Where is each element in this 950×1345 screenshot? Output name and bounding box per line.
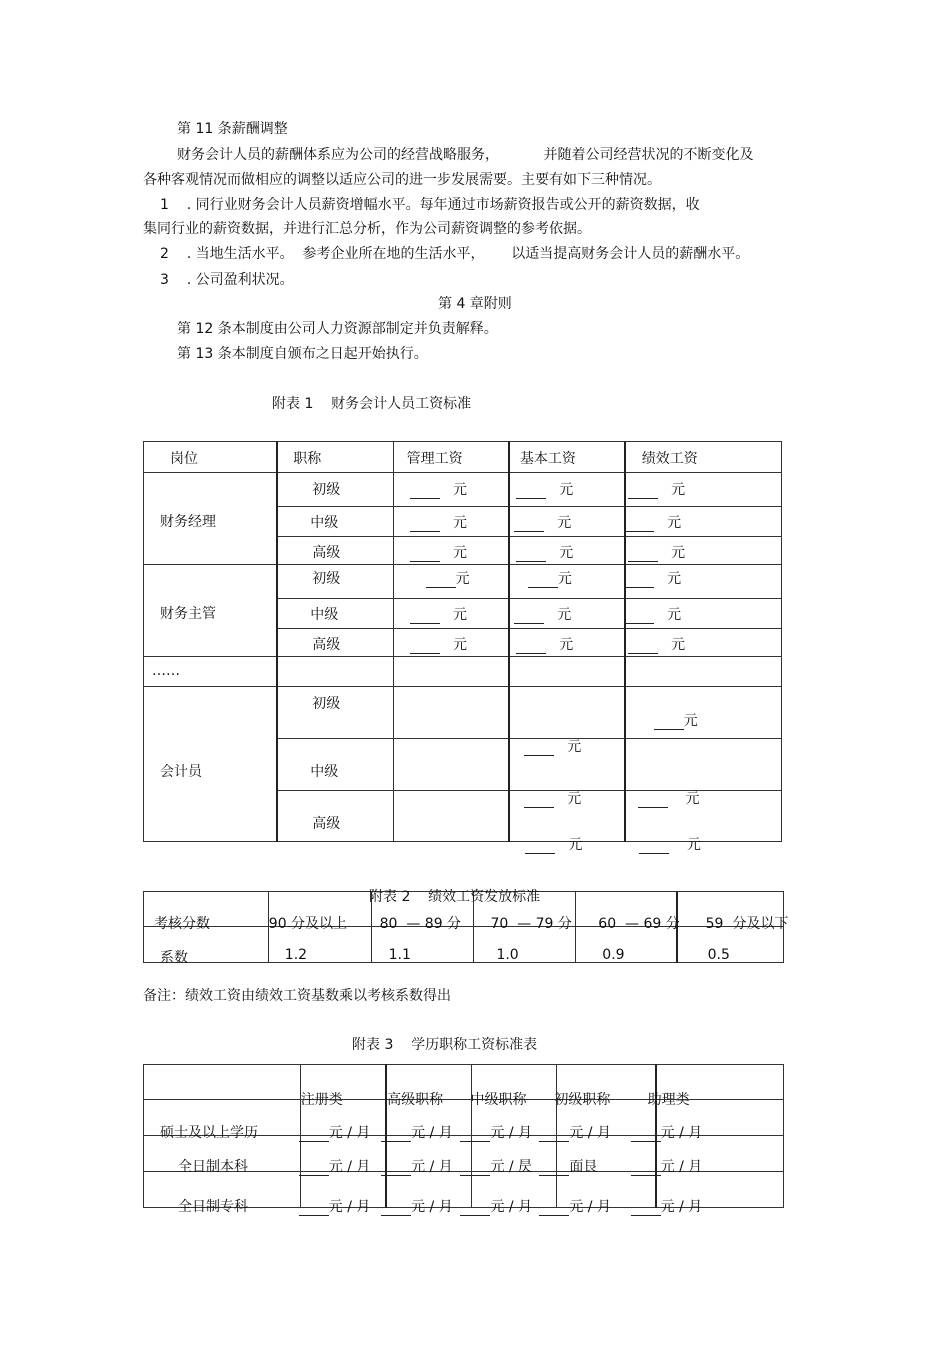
edu-cell: 元 / 月 (557, 1172, 656, 1208)
empty-cell (509, 657, 625, 687)
position-finance-manager: 财务经理 (144, 473, 278, 565)
score-80: 80 — 89 分 (371, 892, 474, 927)
salary-cell: 元 (393, 537, 509, 565)
level-senior: 高级 (277, 629, 393, 657)
empty-cell (625, 739, 782, 791)
salary-standard-table (143, 441, 782, 842)
edu-cell: 元 / 月 (656, 1136, 784, 1172)
salary-cell: 元 (625, 599, 782, 629)
position-finance-supervisor: 财务主管 (144, 565, 278, 657)
salary-cell: 元 (393, 599, 509, 629)
level-senior: 高级 (277, 791, 393, 842)
coef-70: 1.0 (474, 927, 576, 963)
row-label-college: 全日制专科 (144, 1172, 301, 1208)
edu-cell: 元 / 月 (300, 1100, 386, 1136)
salary-cell: 元 (509, 599, 625, 629)
salary-cell: 元 (393, 473, 509, 507)
edu-cell: 元 / 月 (557, 1100, 656, 1136)
position-accountant: 会计员 (144, 687, 278, 842)
level-middle: 中级 (277, 507, 393, 537)
article11-item2: 2 . 当地生活水平。 参考企业所在地的生活水平， 以适当提高财务会计人员的薪酬水平。 (160, 246, 750, 262)
article12: 第 12 条本制度由公司人力资源部制定并负责解释。 (177, 321, 498, 337)
header-middle-title: 中级职称 (472, 1065, 557, 1100)
note: 备注：绩效工资由绩效工资基数乘以考核系数得出 (143, 988, 451, 1004)
row-label-bachelor: 全日制本科 (144, 1136, 301, 1172)
salary-cell: 元 (393, 507, 509, 537)
overflow-salary-base: 元 (525, 836, 582, 854)
salary-cell: 元 (509, 629, 625, 657)
header-base-pay: 基本工资 (509, 442, 625, 473)
coef-label: 系数 (144, 927, 269, 963)
corner-cell (144, 1065, 301, 1100)
salary-cell: 元 (393, 629, 509, 657)
empty-cell (393, 739, 509, 791)
table3-caption: 附表 3 学历职称工资标准表 (352, 1037, 538, 1053)
header-performance-pay: 绩效工资 (625, 442, 782, 473)
header-senior-title: 高级职称 (386, 1065, 472, 1100)
coef-80: 1.1 (371, 927, 474, 963)
salary-cell: 元 (625, 537, 782, 565)
edu-cell: 元 / 月 (656, 1172, 784, 1208)
header-title: 职称 (277, 442, 393, 473)
edu-cell: 元 / 昃 (472, 1136, 557, 1172)
header-registered: 注册类 (300, 1065, 386, 1100)
header-assistant: 助理类 (656, 1065, 784, 1100)
salary-cell: 元 (509, 473, 625, 507)
level-junior: 初级 (277, 565, 393, 599)
level-middle: 中级 (277, 739, 393, 791)
salary-cell: 元 (625, 507, 782, 537)
edu-cell: 元 / 月 (300, 1172, 386, 1208)
salary-cell: 元 (509, 537, 625, 565)
empty-cell (393, 687, 509, 739)
coef-59: 0.5 (677, 927, 784, 963)
row-label-masters: 硕士及以上学历 (144, 1100, 301, 1136)
level-senior: 高级 (277, 537, 393, 565)
salary-cell: 元 (509, 565, 625, 599)
overflow-salary-performance: 元 (639, 836, 701, 854)
table1-caption: 附表 1 财务会计人员工资标准 (272, 396, 472, 412)
table2-caption: 附表 2 绩效工资发放标准 (369, 889, 541, 905)
article11-para-line1: 财务会计人员的薪酬体系应为公司的经营战略服务， 并随着公司经营状况的不断变化及 (177, 147, 754, 163)
empty-cell (625, 657, 782, 687)
header-position: 岗位 (144, 442, 278, 473)
score-90: 90 分及以上 (268, 892, 371, 927)
article11-heading: 第 11 条薪酬调整 (177, 121, 288, 137)
header-management-pay: 管理工资 (393, 442, 509, 473)
salary-cell: 元 (393, 565, 509, 599)
score-59: 59 分及以下 (677, 892, 784, 927)
edu-cell: 元 / 月 (386, 1172, 472, 1208)
score-label: 考核分数 (144, 892, 269, 927)
score-60: 60 — 69 分 (576, 892, 677, 927)
score-70: 70 — 79 分 (474, 892, 576, 927)
edu-cell: 元 / 月 (472, 1172, 557, 1208)
level-junior: 初级 (277, 473, 393, 507)
level-junior: 初级 (277, 687, 393, 739)
chapter4-title: 第 4 章附则 (438, 296, 512, 312)
salary-cell: 元 (625, 629, 782, 657)
edu-cell: 元 / 月 (386, 1100, 472, 1136)
empty-cell (393, 791, 509, 842)
level-middle: 中级 (277, 599, 393, 629)
edu-cell: 元 / 月 (300, 1136, 386, 1172)
edu-cell: 元 / 月 (656, 1100, 784, 1136)
salary-cell: 元 (625, 473, 782, 507)
edu-cell: 元 / 月 (472, 1100, 557, 1136)
article11-para-line2: 各种客观情况而做相应的调整以适应公司的进一步发展需要。主要有如下三种情况。 (143, 172, 661, 188)
empty-cell (393, 657, 509, 687)
article11-item1-line2: 集同行业的薪资数据，并进行汇总分析，作为公司薪资调整的参考依据。 (143, 221, 591, 237)
position-more: …… (144, 657, 278, 687)
education-salary-table (143, 1064, 784, 1215)
empty-cell (509, 687, 625, 739)
coef-90: 1.2 (268, 927, 371, 963)
salary-cell: 元 (625, 687, 782, 739)
salary-cell: 元 (625, 565, 782, 599)
edu-cell: 面艮 (557, 1136, 656, 1172)
article11-item1-line1: 1 . 同行业财务会计人员薪资增幅水平。每年通过市场薪资报告或公开的薪资数据，收 (160, 197, 700, 213)
article13: 第 13 条本制度自颁布之日起开始执行。 (177, 346, 428, 362)
salary-cell: 元 (509, 791, 625, 842)
salary-cell: 元 (509, 507, 625, 537)
edu-cell: 元 / 月 (386, 1136, 472, 1172)
salary-cell: 元 (625, 791, 782, 842)
salary-cell: 元 (509, 739, 625, 791)
article11-item3: 3 . 公司盈利状况。 (160, 272, 294, 288)
header-junior-title: 初级职称 (557, 1065, 656, 1100)
coef-60: 0.9 (576, 927, 677, 963)
empty-cell (277, 657, 393, 687)
